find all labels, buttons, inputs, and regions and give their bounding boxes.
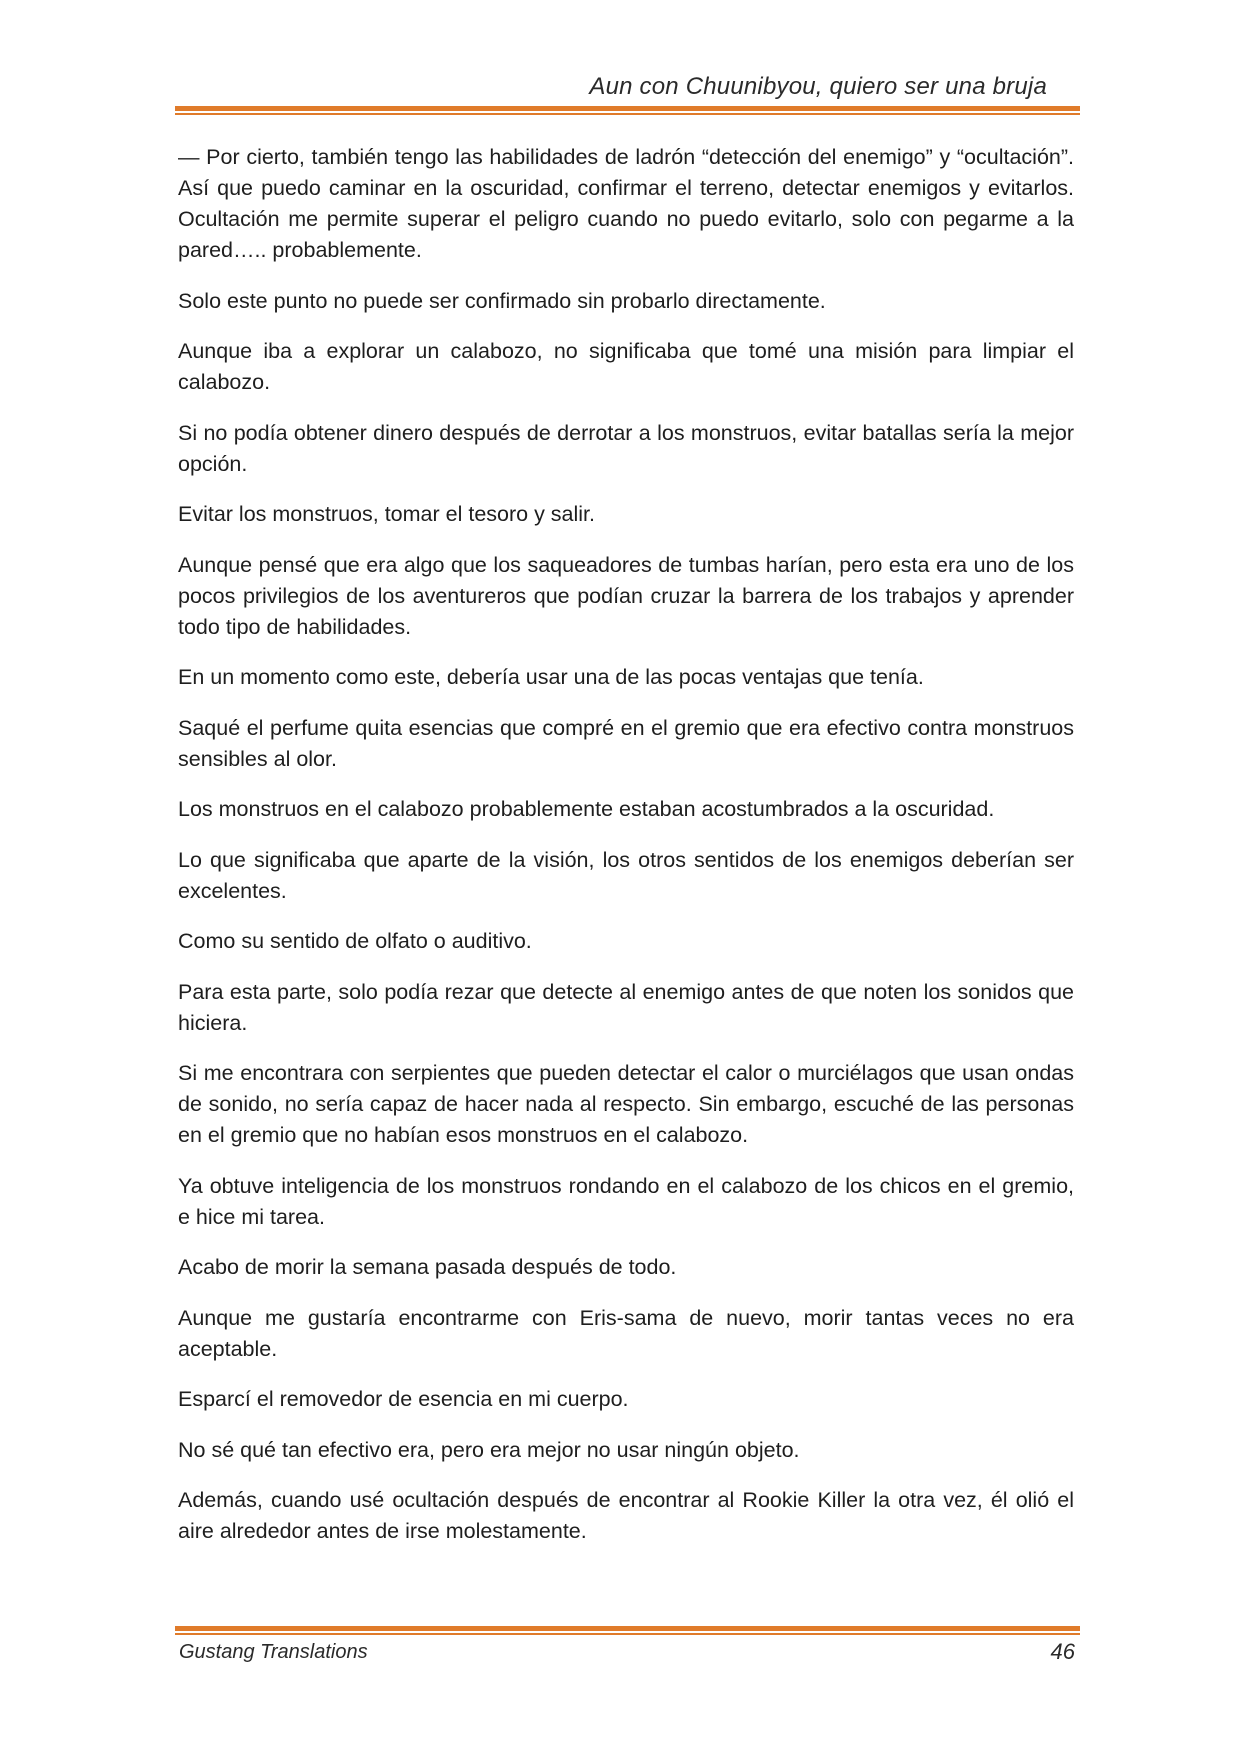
paragraph: Además, cuando usé ocultación después de encontrar al Rookie Killer la otra vez, él olió el aire alrededor antes de irse molestamente. xyxy=(178,1488,1074,1543)
paragraph: — Por cierto, también tengo las habilidades de ladrón “detección del enemigo” y “ocultación”. Así que puedo caminar en la oscuridad, confirmar el terreno, detectar enemigos y evitarlos. Ocultación me permite superar el peligro cuando no puedo evitarlo, solo con pegarme a la pared….. probablemente. xyxy=(178,145,1074,262)
paragraph: Esparcí el removedor de esencia en mi cuerpo. xyxy=(178,1387,629,1411)
paragraph: Para esta parte, solo podía rezar que detecte al enemigo antes de que noten los sonidos que hiciera. xyxy=(178,979,1074,1035)
paragraph: Aunque pensé que era algo que los saqueadores de tumbas harían, pero esta era uno de los pocos privilegios de los aventureros que podían cruzar la barrera de los trabajos y aprender todo tipo de habilidades. xyxy=(178,552,1074,639)
body-text xyxy=(178,142,1074,1567)
paragraph: Como su sentido de olfato o auditivo. xyxy=(178,929,532,953)
paragraph: Ya obtuve inteligencia de los monstruos rondando en el calabozo de los chicos en el gremio, e hice mi tarea. xyxy=(178,1173,1074,1229)
footer-rule-thick xyxy=(175,1626,1080,1631)
footer-rule-thin xyxy=(175,1633,1080,1635)
header-rule xyxy=(175,106,1080,115)
header-rule-thick xyxy=(175,106,1080,111)
running-header-title: Aun con Chuunibyou, quiero ser una bruja xyxy=(589,73,1047,100)
paragraph: Acabo de morir la semana pasada después de todo. xyxy=(178,1255,677,1279)
header-rule-thin xyxy=(175,113,1080,115)
paragraph: Evitar los monstruos, tomar el tesoro y salir. xyxy=(178,502,596,526)
paragraph: Aunque iba a explorar un calabozo, no significaba que tomé una misión para limpiar el calabozo. xyxy=(178,339,1074,394)
paragraph: Aunque me gustaría encontrarme con Eris-sama de nuevo, morir tantas veces no era aceptable. xyxy=(178,1305,1074,1361)
paragraph: Lo que significaba que aparte de la visión, los otros sentidos de los enemigos deberían ser excelentes. xyxy=(178,847,1074,903)
paragraph: En un momento como este, debería usar una de las pocas ventajas que tenía. xyxy=(178,665,924,689)
footer-rule xyxy=(175,1626,1080,1635)
paragraph: Saqué el perfume quita esencias que compré en el gremio que era efectivo contra monstruos sensibles al olor. xyxy=(178,715,1074,771)
paragraph: Si me encontrara con serpientes que pueden detectar el calor o murciélagos que usan ondas de sonido, no sería capaz de hacer nada al respecto. Sin embargo, escuché de las personas en el gremio que no habían esos monstruos en el calabozo. xyxy=(178,1061,1074,1147)
footer-credit: Gustang Translations xyxy=(179,1641,368,1663)
paragraph: Los monstruos en el calabozo probablemente estaban acostumbrados a la oscuridad. xyxy=(178,797,995,821)
paragraph: Si no podía obtener dinero después de derrotar a los monstruos, evitar batallas sería la mejor opción. xyxy=(178,420,1074,476)
paragraph: Solo este punto no puede ser confirmado sin probarlo directamente. xyxy=(178,288,826,313)
paragraph: No sé qué tan efectivo era, pero era mejor no usar ningún objeto. xyxy=(178,1437,800,1462)
page-number: 46 xyxy=(1050,1639,1075,1664)
